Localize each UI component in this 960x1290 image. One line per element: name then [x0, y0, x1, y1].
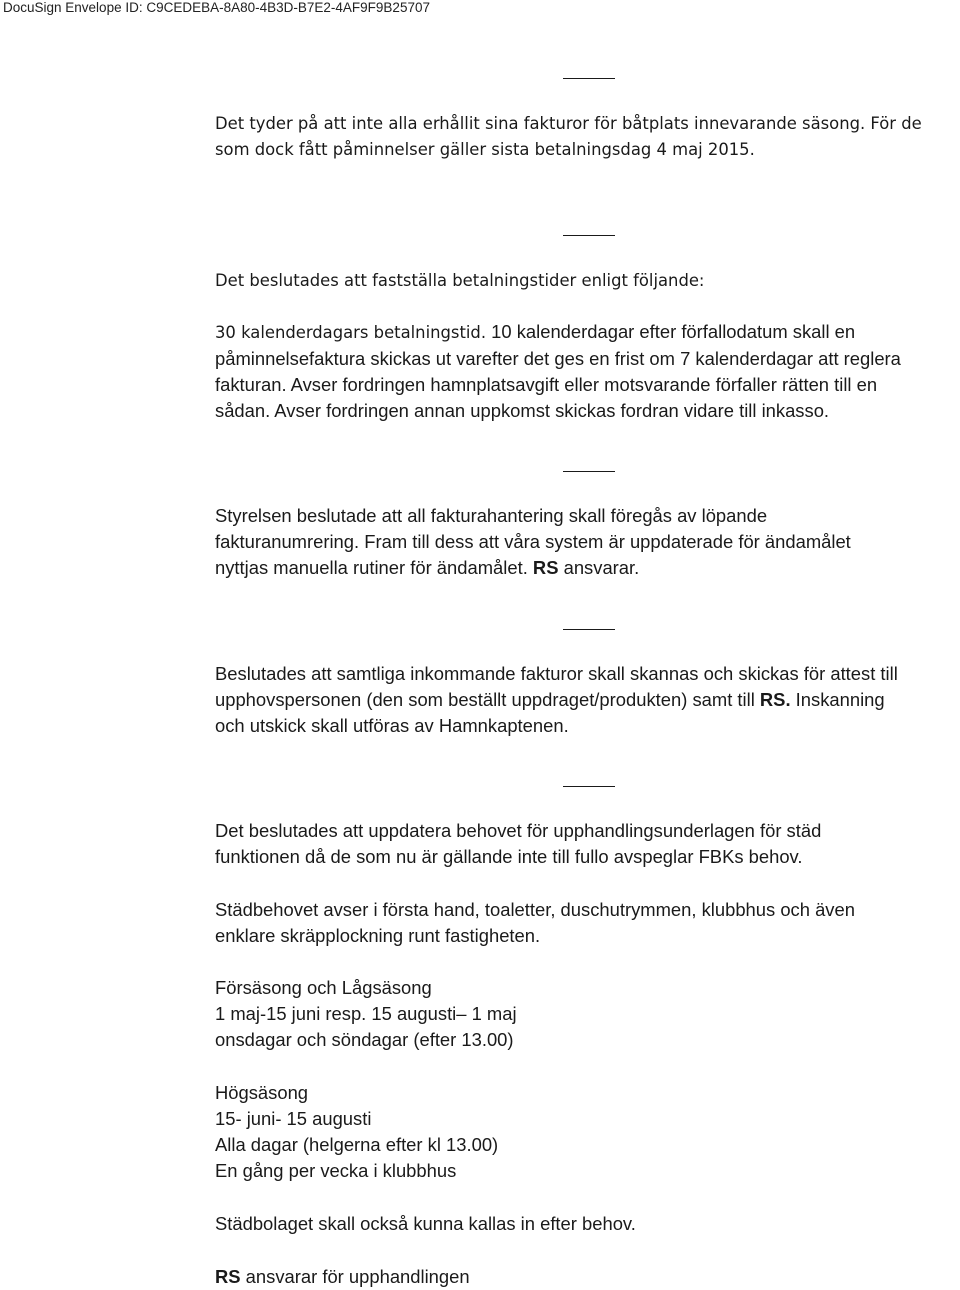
- text-line: enklare skräpplockning runt fastigheten.: [215, 925, 541, 946]
- text-line: 1 maj-15 juni resp. 15 augusti– 1 maj: [215, 1003, 517, 1024]
- section-separator: [563, 78, 615, 79]
- text-line: 15- juni- 15 augusti: [215, 1108, 372, 1129]
- text-line: Beslutades att samtliga inkommande fakturor skall skannas och skickas för attest till: [215, 663, 898, 684]
- text-line: En gång per vecka i klubbhus: [215, 1160, 457, 1181]
- responsible-initials: RS: [532, 557, 559, 578]
- text-line: onsdagar och söndagar (efter 13.00): [215, 1029, 514, 1050]
- text-segment: ansvarar för upphandlingen: [240, 1266, 470, 1287]
- paragraph-invoice-scanning: [215, 661, 960, 739]
- section-separator: [563, 235, 615, 236]
- text-line: [215, 372, 960, 398]
- text-line: Det beslutades att fastställa betalningstider enligt följande:: [215, 271, 705, 290]
- text-line: [215, 687, 960, 713]
- paragraph-on-demand-cleaning: [215, 1211, 960, 1237]
- text-segment: 10 kalenderdagar efter förfallodatum skall en: [486, 321, 856, 342]
- text-segment: 30 kalenderdagars betalningstid.: [215, 323, 487, 342]
- text-segment: fakturan.: [215, 374, 287, 395]
- text-line: Det tyder på att inte alla erhållit sina fakturor för båtplats innevarande säsong. För de: [215, 114, 922, 133]
- text-line: Försäsong och Lågsäsong: [215, 977, 432, 998]
- paragraph-cleaning-needs: [215, 897, 960, 949]
- text-line: och utskick skall utföras av Hamnkaptenen.: [215, 715, 569, 736]
- paragraph-high-season-schedule: [215, 1080, 960, 1184]
- text-line: Städbehovet avser i första hand, toaletter, duschutrymmen, klubbhus och även: [215, 899, 855, 920]
- text-line: [215, 319, 960, 346]
- text-line: [215, 555, 960, 581]
- text-line: sådan. Avser fordringen annan uppkomst skickas fordran vidare till inkasso.: [215, 400, 830, 421]
- paragraph-cleaning-procurement: [215, 818, 960, 870]
- paragraph-payment-terms: [215, 319, 960, 424]
- text-line: [215, 1264, 960, 1290]
- text-line: Det beslutades att uppdatera behovet för upphandlingsunderlagen för städ: [215, 820, 822, 841]
- text-line: som dock fått påminnelser gäller sista betalningsdag 4 maj 2015.: [215, 140, 755, 159]
- responsible-initials: RS: [215, 1266, 241, 1287]
- text-line: Styrelsen beslutade att all fakturahantering skall föregås av löpande: [215, 505, 768, 526]
- docusign-envelope-id: DocuSign Envelope ID: C9CEDEBA-8A80-4B3D-B7E2-4AF9F9B25707: [3, 0, 430, 15]
- responsible-initials: RS.: [759, 689, 791, 710]
- text-segment: Avser fordringen hamnplatsavgift eller motsvarande förfaller rätten till en: [286, 374, 878, 395]
- text-line: fakturanumrering. Fram till dess att våra system är uppdaterade för ändamålet: [215, 531, 851, 552]
- text-segment: nyttjas manuella rutiner för ändamålet.: [215, 557, 533, 578]
- text-line: påminnelsefaktura skickas ut varefter det ges en frist om 7 kalenderdagar att reglera: [215, 348, 901, 369]
- text-segment: upphovspersonen (den som beställt uppdraget/produkten) samt till: [215, 689, 760, 710]
- paragraph-low-season-schedule: [215, 975, 960, 1053]
- text-line: funktionen då de som nu är gällande inte till fullo avspeglar FBKs behov.: [215, 846, 803, 867]
- paragraph-payment-terms-intro: [215, 268, 960, 294]
- text-line: Alla dagar (helgerna efter kl 13.00): [215, 1134, 499, 1155]
- text-line: Högsäsong: [215, 1082, 309, 1103]
- paragraph-invoice-notice: [215, 111, 960, 163]
- text-segment: Inskanning: [790, 689, 885, 710]
- paragraph-invoice-numbering: [215, 503, 960, 581]
- section-separator: [563, 471, 615, 472]
- paragraph-procurement-responsibility: [215, 1264, 960, 1290]
- text-line: Städbolaget skall också kunna kallas in efter behov.: [215, 1213, 636, 1234]
- text-segment: ansvarar.: [558, 557, 640, 578]
- section-separator: [563, 786, 615, 787]
- section-separator: [563, 629, 615, 630]
